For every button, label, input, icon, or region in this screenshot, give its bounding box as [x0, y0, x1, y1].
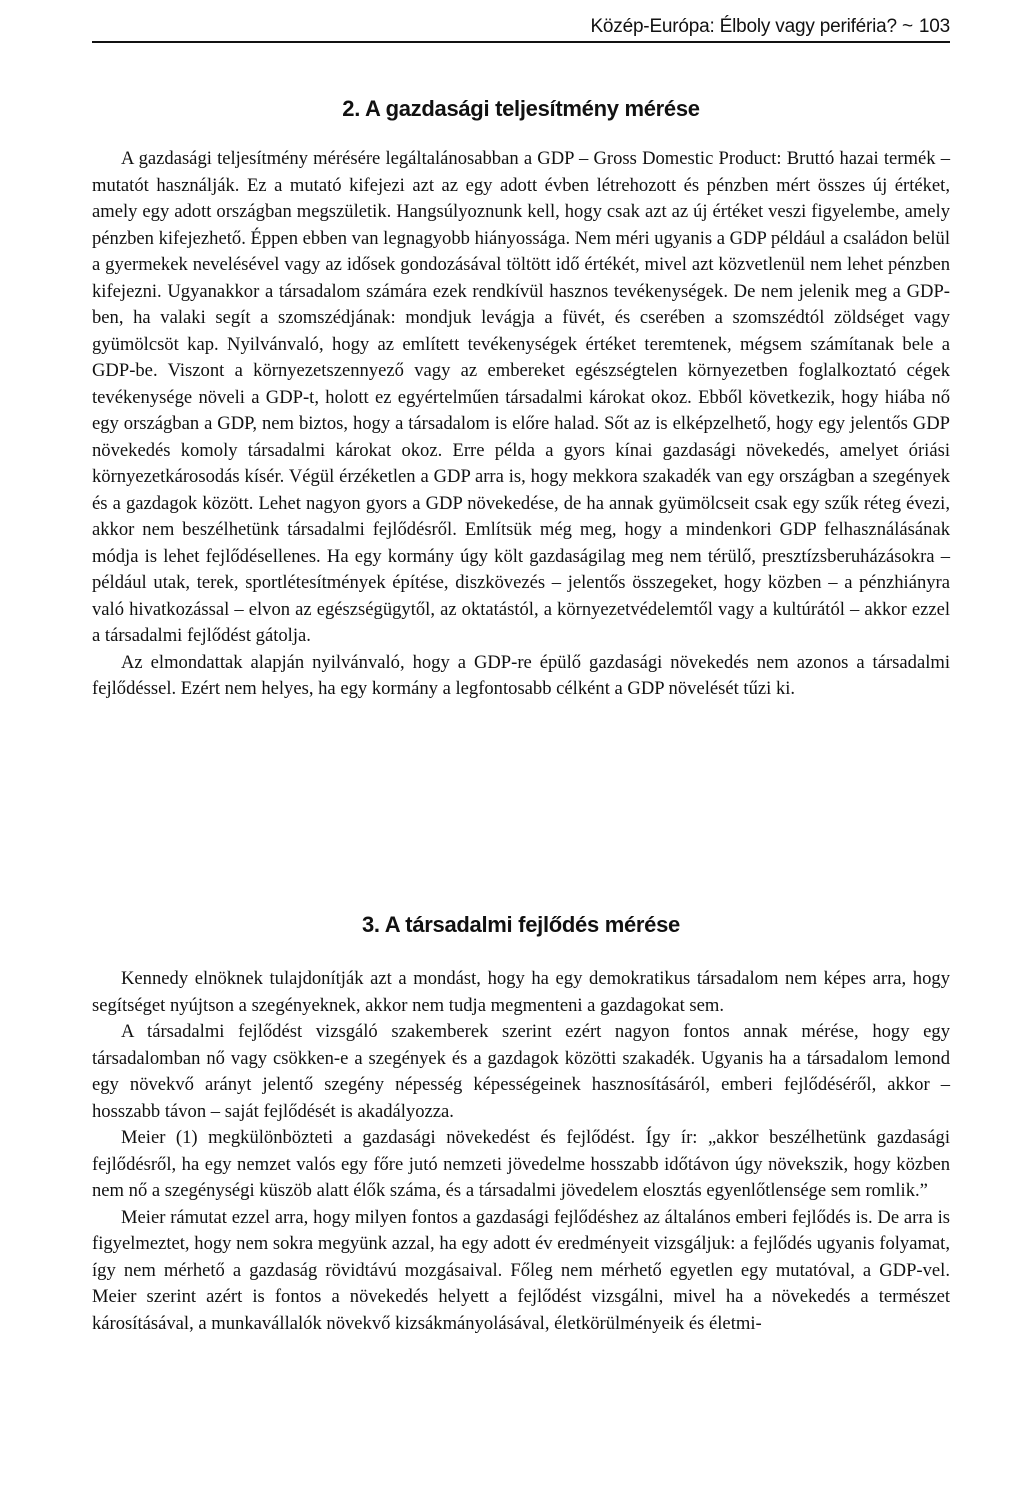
book-page	[92, 0, 950, 1508]
paragraph: Meier (1) megkülönbözteti a gazdasági növekedést és fejlődést. Így ír: „akkor beszélhetünk gazdasági fejlődésről, ha egy nemzet valós egy főre jutó nemzeti jövedelme hosszabb időtávon úgy növekszik, hogy közben nem nő a szegénységi küszöb alatt élők száma, és a társadalmi jövedelem elosztás egyenlőtlensége sem romlik.”	[92, 1127, 950, 1201]
paragraph: Meier rámutat ezzel arra, hogy milyen fontos a gazdasági fejlődéshez az általános emberi fejlődés is. De arra is figyelmeztet, hogy nem sokra megyünk azzal, ha egy adott év eredményeit vizsgáljuk: a fejlődés ugyanis folyamat, így nem mérhető a gazdaság rövidtávú mozgásaival. Főleg nem mérhető egyetlen egy mutatóval, a GDP-vel. Meier szerint azért is fontos a növekedés helyett a fejlődést vizsgálni, mivel ha a növekedés a természet károsításával, a munkavállalók növekvő kizsákmányolásával, életkörülményeik és életmi-	[92, 1206, 950, 1334]
page-number: 103	[918, 16, 950, 37]
section-heading-social-development: 3. A társadalmi fejlődés mérése	[361, 912, 680, 937]
paragraph: A gazdasági teljesítmény mérésére legáltalánosabban a GDP – Gross Domestic Product: Bruttó hazai termék – mutatót használják. Ez a mutató kifejezi azt az egy adott évben létrehozott és pénzben mért összes új értéket, amely egy adott országban megszületik. Hangsúlyoznunk kell, hogy csak azt az új értéket veszi figyelembe, amely pénzben kifejezhető. Éppen ebben van legnagyobb hiányossága. Nem méri ugyanis a GDP például a családon belül a gyermekek nevelésével vagy az idősek gondozásával töltött idő értékét, mivel azt közvetlenül nem lehet pénzben kifejezni. Ugyanakkor a társadalom számára ezek rendkívül hasznos tevékenységek. De nem jelenik meg a GDP-ben, ha valaki segít a szomszédjának: mondjuk levágja a füvét, és cserében a szomszédtól zöldséget vagy gyümölcsöt kap. Nyilvánvaló, hogy az említett tevékenységek értéket teremtenek, mégsem számítanak bele a GDP-be. Viszont a környezetszennyező vagy az embereket egészségtelen környezetben foglalkoztató cégek tevékenysége növeli a GDP-t, holott ez egyértelműen társadalmi károkat okoz. Ebből következik, hogy hiába nő egy országban a GDP, nem biztos, hogy a társadalom is előre halad. Sőt az is elképzelhető, hogy egy jelentős GDP növekedés komoly társadalmi károkat okoz. Erre példa a gyors kínai gazdasági növekedés, amelyet óriási környezetkárosodás kísér. Végül érzéketlen a GDP arra is, hogy mekkora szakadék van egy országban a szegények és a gazdagok között. Lehet nagyon gyors a GDP növekedése, de ha annak gyümölcseit csak egy szűk réteg évezi, akkor nem beszélhetünk társadalmi fejlődésről. Említsük még meg, hogy a mindenkori GDP felhasználásának módja is lehet fejlődésellenes. Ha egy kormány úgy költ gazdaságilag meg nem térülő, presztízsberuházásokra – például utak, terek, sportlétesítmények építése, diszkövezés – jelentős összegeket, hogy közben – a pénzhiányra való hivatkozással – elvon az egészségügytől, az oktatástól, a környezetvédelemtől vagy a kultúrától – akkor ezzel a társadalmi fejlődést gátolja.	[92, 148, 950, 646]
section-body-social-development	[92, 966, 950, 1337]
section-heading-gdp-measurement: 2. A gazdasági teljesítmény mérése	[342, 96, 700, 121]
running-head-title: Közép-Európa: Élboly vagy periféria? ~	[590, 16, 913, 37]
running-head	[92, 16, 950, 43]
paragraph: Kennedy elnöknek tulajdonítják azt a mondást, hogy ha egy demokratikus társadalom nem képes arra, hogy segítséget nyújtson a szegényeknek, akkor nem tudja megmenteni a gazdagokat sem.	[92, 968, 950, 1016]
paragraph: Az elmondattak alapján nyilvánvaló, hogy a GDP-re épülő gazdasági növekedés nem azonos a társadalmi fejlődéssel. Ezért nem helyes, ha egy kormány a legfontosabb célként a GDP növelését tűzi ki.	[92, 651, 950, 699]
paragraph: A társadalmi fejlődést vizsgáló szakemberek szerint ezért nagyon fontos annak mérése, hogy egy társadalomban nő vagy csökken-e a szegények és a gazdagok közötti szakadék. Ugyanis ha a társadalom lemond egy növekvő arányt jelentő szegény népesség képességeinek hasznosításáról, emberi fejlődéséről, akkor – hosszabb távon – saját fejlődését is akadályozza.	[92, 1021, 950, 1122]
section-body-gdp-measurement	[92, 146, 950, 703]
